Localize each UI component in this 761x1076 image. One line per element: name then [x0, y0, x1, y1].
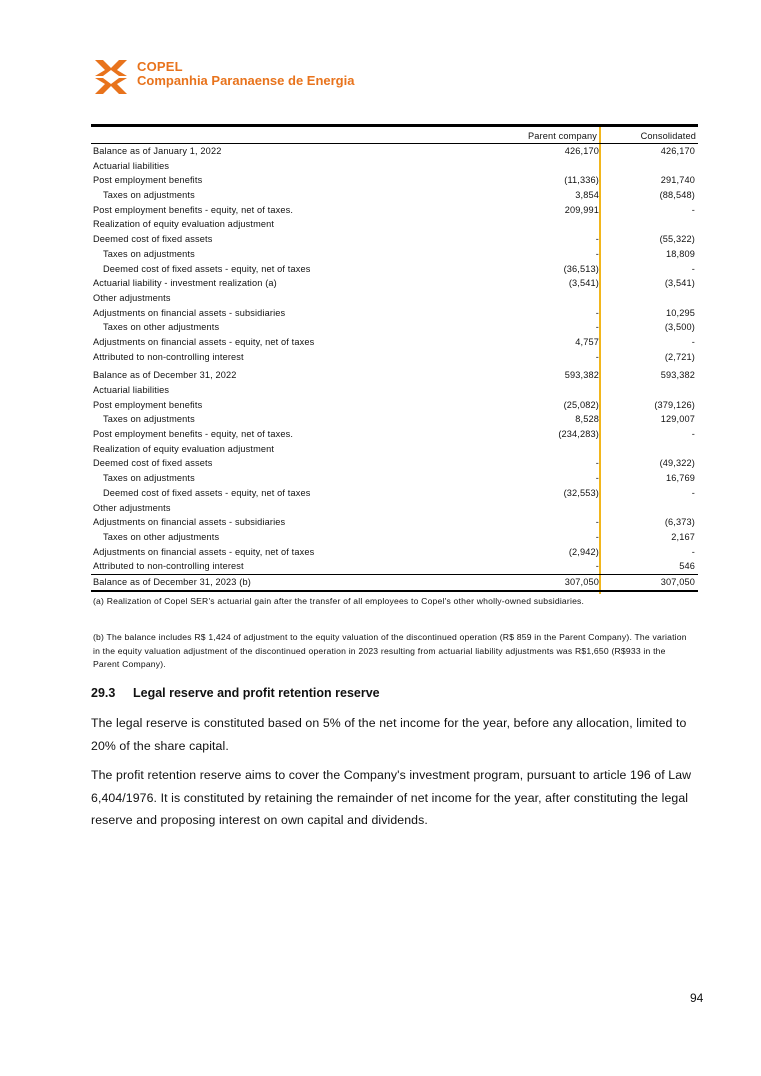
row-consolidated-value: (88,548) — [659, 190, 695, 201]
row-label: Taxes on adjustments — [103, 248, 195, 259]
row-consolidated-value: 307,050 — [660, 576, 695, 587]
company-logo — [93, 60, 354, 94]
row-parent-value: 593,382 — [564, 370, 599, 381]
row-parent-value: - — [595, 531, 599, 542]
row-consolidated-value: 593,382 — [660, 370, 695, 381]
row-label: Post employment benefits - equity, net of taxes. — [93, 204, 294, 215]
table-row — [91, 232, 698, 247]
company-short-name: COPEL — [137, 59, 183, 74]
row-consolidated-value: 426,170 — [660, 146, 695, 156]
row-parent-value: 4,757 — [575, 336, 599, 347]
table-row — [91, 412, 698, 427]
table-row — [91, 486, 698, 501]
row-parent-value: (32,553) — [563, 487, 599, 498]
row-consolidated-value: (3,541) — [664, 278, 695, 289]
row-label: Adjustments on financial assets - subsidiaries — [93, 517, 286, 528]
row-parent-value: - — [595, 458, 599, 469]
table-row — [91, 306, 698, 321]
row-label: Adjustments on financial assets - equity, net of taxes — [93, 336, 315, 347]
footnote-a: (a) Realization of Copel SER's actuarial gain after the transfer of all employees to Copel's other wholly-owned subsidiaries. — [93, 596, 585, 606]
row-label: Balance as of January 1, 2022 — [93, 146, 222, 156]
table-row — [91, 144, 698, 159]
row-consolidated-value: - — [691, 429, 695, 440]
row-parent-value: (11,336) — [564, 175, 599, 186]
table-row — [91, 276, 698, 291]
row-label: Taxes on adjustments — [103, 473, 195, 484]
row-label: Balance as of December 31, 2023 (b) — [93, 576, 251, 587]
row-label: Taxes on other adjustments — [103, 531, 220, 542]
row-consolidated-value: - — [691, 263, 695, 274]
row-parent-value: 8,528 — [575, 414, 599, 425]
row-consolidated-value: (3,500) — [664, 322, 695, 333]
row-parent-value: 209,991 — [564, 204, 599, 215]
table-row — [91, 262, 698, 277]
row-parent-value: - — [595, 473, 599, 484]
row-label: Post employment benefits — [93, 175, 203, 186]
table-row — [91, 398, 698, 413]
row-consolidated-value: (49,322) — [659, 458, 695, 469]
table-row — [91, 442, 698, 457]
table-row — [91, 383, 698, 398]
row-consolidated-value: - — [691, 336, 695, 347]
table-row — [91, 456, 698, 471]
table-row — [91, 515, 698, 530]
row-parent-value: - — [595, 322, 599, 333]
row-label: Realization of equity evaluation adjustment — [93, 219, 275, 230]
row-label: Adjustments on financial assets - subsidiaries — [93, 307, 286, 318]
col-header-consolidated: Consolidated — [640, 131, 696, 141]
row-parent-value: - — [595, 561, 599, 572]
col-header-parent: Parent company — [527, 131, 597, 141]
row-parent-value: (234,283) — [558, 429, 599, 440]
row-label: Adjustments on financial assets - equity, net of taxes — [93, 546, 315, 557]
row-label: Realization of equity evaluation adjustment — [93, 443, 275, 454]
row-consolidated-value: 291,740 — [660, 175, 695, 186]
table-row — [91, 188, 698, 203]
row-label: Taxes on adjustments — [103, 414, 195, 425]
row-label: Balance as of December 31, 2022 — [93, 370, 237, 381]
row-consolidated-value: 546 — [679, 561, 695, 572]
row-consolidated-value: 129,007 — [660, 414, 695, 425]
table-row — [91, 159, 698, 174]
row-parent-value: - — [595, 307, 599, 318]
row-label: Post employment benefits - equity, net of taxes. — [93, 429, 294, 440]
row-consolidated-value: 10,295 — [665, 307, 695, 318]
paragraph-profit-retention: The profit retention reserve aims to cover the Company's investment program, pursuant to article 196 of Law 6,404/1976. It is constituted by retaining the remainder of net income for the year, after constituting the legal reserve and proposing interest on own capital and dividends. — [91, 768, 692, 827]
row-consolidated-value: - — [691, 546, 695, 557]
row-parent-value: - — [595, 248, 599, 259]
row-label: Deemed cost of fixed assets — [93, 234, 213, 245]
row-consolidated-value: - — [691, 204, 695, 215]
row-consolidated-value: 2,167 — [671, 531, 695, 542]
row-label: Actuarial liabilities — [93, 160, 170, 171]
row-label: Actuarial liabilities — [93, 385, 170, 395]
row-parent-value: (3,541) — [568, 278, 599, 289]
row-parent-value: 307,050 — [564, 576, 599, 587]
copel-logo-icon — [93, 60, 129, 94]
company-full-name: Companhia Paranaense de Energia — [137, 73, 355, 88]
row-parent-value: (36,513) — [563, 263, 599, 274]
row-consolidated-value: 16,769 — [665, 473, 695, 484]
table-header — [91, 127, 698, 144]
row-consolidated-value: (55,322) — [659, 234, 695, 245]
row-consolidated-value: 18,809 — [665, 248, 695, 259]
section-heading — [91, 686, 380, 700]
table-row — [91, 501, 698, 516]
equity-adjustment-table — [91, 124, 698, 592]
row-consolidated-value: (2,721) — [664, 351, 695, 362]
table-row — [91, 247, 698, 262]
row-label: Other adjustments — [93, 502, 171, 513]
footnote-b: (b) The balance includes R$ 1,424 of adjustment to the equity valuation of the discontinued operation (R$ 859 in the Parent Company). The variation in the equity valuation adjustment of the discontinued operation in 2023 resulting from actuarial liability adjustments was R$1,650 (R$933 in the Parent Company). — [93, 632, 687, 669]
paragraph-legal-reserve: The legal reserve is constituted based on 5% of the net income for the year, before any allocation, limited to 20% of the share capital. — [91, 716, 687, 753]
row-label: Attributed to non-controlling interest — [93, 561, 244, 572]
table-row — [91, 545, 698, 560]
row-parent-value: - — [595, 517, 599, 528]
table-row — [91, 217, 698, 232]
row-parent-value: (25,082) — [563, 399, 599, 410]
row-label: Attributed to non-controlling interest — [93, 351, 244, 362]
table-row — [91, 559, 698, 574]
table-row — [91, 203, 698, 218]
table-row — [91, 173, 698, 188]
row-parent-value: - — [595, 351, 599, 362]
table-row — [91, 368, 698, 383]
row-consolidated-value: - — [691, 487, 695, 498]
row-parent-value: 3,854 — [575, 190, 599, 201]
table-row — [91, 350, 698, 365]
table-row — [91, 574, 698, 592]
page-number: 94 — [690, 991, 704, 1005]
row-consolidated-value: (6,373) — [664, 517, 695, 528]
row-parent-value: (2,942) — [568, 546, 599, 557]
section-title: Legal reserve and profit retention reserve — [133, 686, 380, 700]
row-parent-value: - — [595, 234, 599, 245]
row-label: Deemed cost of fixed assets — [93, 458, 213, 469]
row-label: Other adjustments — [93, 292, 171, 303]
table-row — [91, 427, 698, 442]
row-consolidated-value: (379,126) — [654, 399, 695, 410]
row-parent-value: 426,170 — [564, 146, 599, 156]
table-row — [91, 530, 698, 545]
table-row — [91, 335, 698, 350]
row-label: Post employment benefits — [93, 399, 203, 410]
row-label: Taxes on adjustments — [103, 190, 195, 201]
table-row — [91, 320, 698, 335]
row-label: Deemed cost of fixed assets - equity, net of taxes — [103, 487, 311, 498]
section-number: 29.3 — [91, 686, 116, 700]
table-row — [91, 471, 698, 486]
row-label: Deemed cost of fixed assets - equity, net of taxes — [103, 263, 311, 274]
table-row — [91, 291, 698, 306]
row-label: Taxes on other adjustments — [103, 322, 220, 333]
row-label: Actuarial liability - investment realization (a) — [93, 278, 277, 289]
